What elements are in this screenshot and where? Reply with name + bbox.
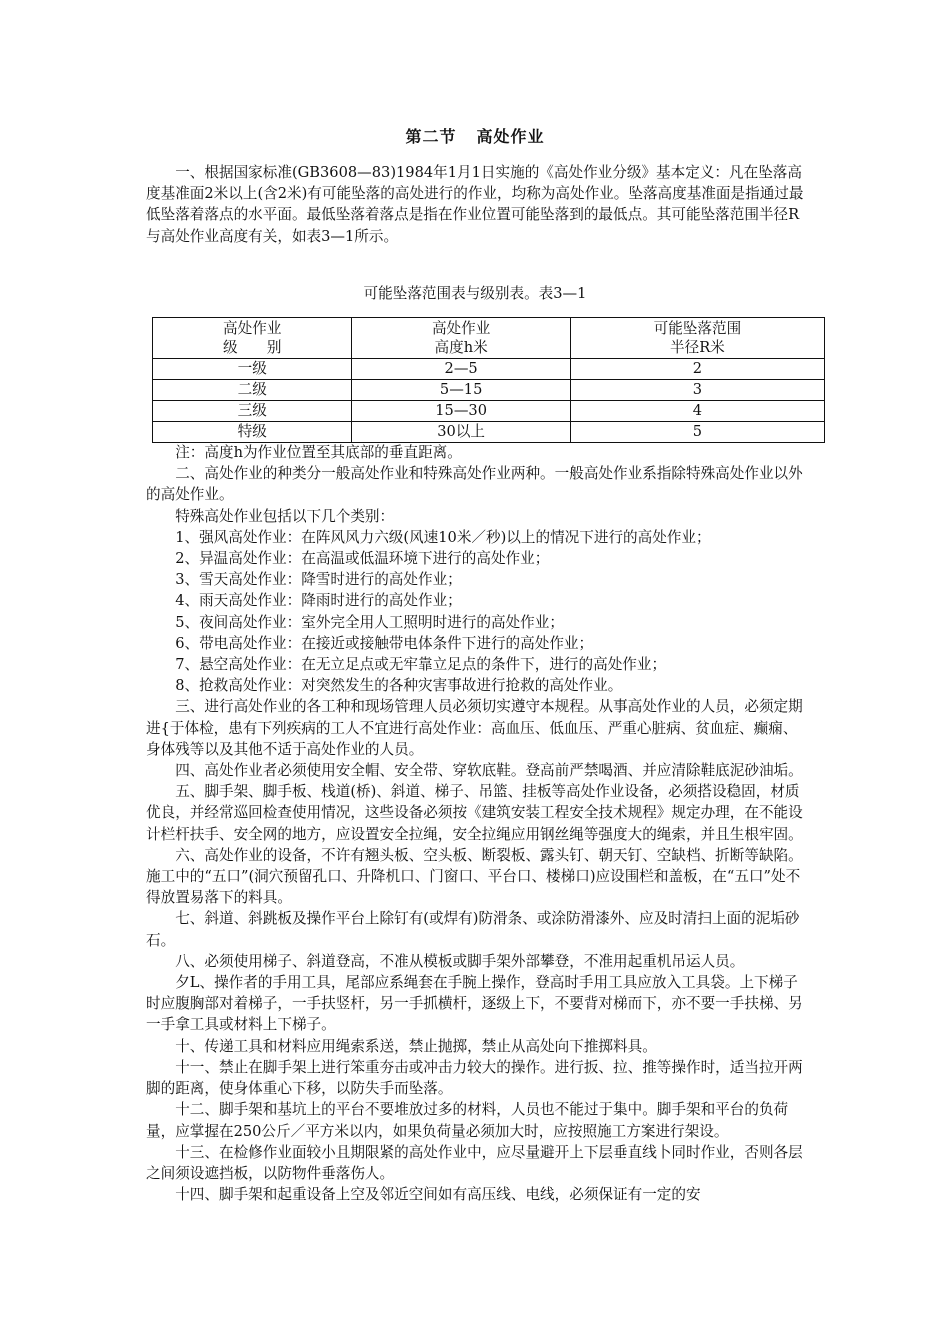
list-item: 4、雨天高处作业：降雨时进行的高处作业； <box>175 592 462 610</box>
height-grade-table <box>152 317 825 443</box>
header-grade: 高处作业 级 别 <box>153 318 352 359</box>
paragraph-10: 十、传递工具和材料应用绳索系送，禁止抛掷，禁止从高处向下推掷料具。 <box>175 1037 657 1055</box>
special-types-intro: 特殊高处作业包括以下几个类别： <box>175 507 395 525</box>
table-cell: 特级 <box>153 422 352 443</box>
table-header-row <box>153 318 825 359</box>
list-item: 1、强风高处作业：在阵风风力六级(风速10米／秒)以上的情况下进行的高处作业； <box>175 528 711 546</box>
list-item: 7、悬空高处作业：在无立足点或无牢靠立足点的条件下，进行的高处作业； <box>175 656 667 674</box>
list-item: 2、异温高处作业：在高温或低温环境下进行的高处作业； <box>175 550 550 568</box>
list-item: 8、抢救高处作业：对突然发生的各种灾害事故进行抢救的高处作业。 <box>175 677 623 695</box>
paragraph-11: 十一、禁止在脚手架上进行笨重夯击或冲击力较大的操作。进行扳、拉、推等操作时，适当拉开两脚的距离，使身体重心下移，以防失手而坠落。 <box>146 1058 803 1098</box>
paragraph-12: 十二、脚手架和基坑上的平台不要堆放过多的材料，人员也不能过于集中。脚手架和平台的负荷量，应掌握在250公斤／平方米以内，如果负荷量必须加大时，应按照施工方案进行架设。 <box>146 1101 789 1140</box>
paragraph-7: 七、斜道、斜跳板及操作平台上除钉有(或焊有)防滑条、或涂防滑漆外、应及时清扫上面的泥垢砂石。 <box>146 910 800 949</box>
table-row <box>153 359 825 380</box>
note-paragraph: 注：高度h为作业位置至其底部的垂直距离。 <box>175 444 462 461</box>
paragraph-4: 四、高处作业者必须使用安全帽、安全带、穿软底鞋。登高前严禁喝酒、并应清除鞋底泥砂油垢。 <box>175 762 803 780</box>
paragraph-5: 五、脚手架、脚手板、栈道(桥)、斜道、梯子、吊篮、挂板等高处作业设备，必须搭设稳固，材质优良，并经常巡回检查使用情况，这些设备必须按《建筑安装工程安全技术规程》规定办理，在不能设计栏杆扶手、安全网的地方，应设置安全拉绳，安全拉绳应用钢丝绳等强度大的绳索，并且生根牢固。 <box>146 783 803 843</box>
section-title <box>0 124 950 147</box>
table-cell: 15—30 <box>352 401 570 422</box>
intro-paragraph: 一、根据国家标准(GB3608—83)1984年1月1日实施的《高处作业分级》基本定义：凡在坠落高度基准面2米以上(含2米)有可能坠落的高处进行的作业，均称为高处作业。坠落高度基准面是指通过最低坠落着落点的水平面。最低坠落着落点是指在作业位置可能坠落到的最低点。其可能坠落范围半径R与高处作业高度有关，如表3—1所示。 <box>146 164 804 245</box>
table-caption: 可能坠落范围表与级别表。表3—1 <box>363 285 587 302</box>
table-cell: 30以上 <box>352 422 570 443</box>
table-cell: 4 <box>570 401 824 422</box>
body-text <box>146 442 806 1205</box>
paragraph-6: 六、高处作业的设备，不许有翘头板、空头板、断裂板、露头钉、朝天钉、空缺档、折断等缺陷。施工中的“五口”(洞穴预留孔口、升降机口、门窗口、平台口、楼梯口)应设围栏和盖板，在“五口”处不得放置易落下的料具。 <box>146 846 803 907</box>
table-cell: 一级 <box>153 359 352 380</box>
list-item: 5、夜间高处作业：室外完全用人工照明时进行的高处作业； <box>175 613 564 631</box>
paragraph-8: 八、必须使用梯子、斜道登高，不准从模板或脚手架外部攀登，不准用起重机吊运人员。 <box>175 952 745 970</box>
header-height: 高处作业 高度h米 <box>352 318 570 359</box>
table-row <box>153 422 825 443</box>
table-cell: 5 <box>570 422 824 443</box>
list-item: 3、雪天高处作业：降雪时进行的高处作业； <box>175 571 462 589</box>
table-cell: 三级 <box>153 401 352 422</box>
list-item: 6、带电高处作业：在接近或接触带电体条件下进行的高处作业； <box>175 634 594 652</box>
paragraph-9: 夕L、操作者的手用工具，尾部应系绳套在手腕上操作，登高时手用工具应放入工具袋。上下梯子时应腹胸部对着梯子，一手扶竖杆，另一手抓横杆，逐级上下，不要背对梯而下，亦不要一手扶梯、另一手拿工具或材料上下梯子。 <box>146 974 803 1034</box>
section-number: 第二节 <box>405 127 457 146</box>
paragraph-3: 三、进行高处作业的各工种和现场管理人员必须切实遵守本规程。从事高处作业的人员，必须定期进{于体检，患有下列疾病的工人不宜进行高处作业：高血压、低血压、严重心脏病、贫血症、癫痫、身体残等以及其他不适于高处作业的人员。 <box>146 698 803 758</box>
paragraph-2: 二、高处作业的种类分一般高处作业和特殊高处作业两种。一般高处作业系指除特殊高处作业以外的高处作业。 <box>146 465 803 504</box>
table-row <box>153 401 825 422</box>
table-cell: 2—5 <box>352 359 570 380</box>
intro-block <box>146 162 806 247</box>
header-radius: 可能坠落范围 半径R米 <box>570 318 824 359</box>
table-cell: 5—15 <box>352 380 570 401</box>
paragraph-13: 十三、在检修作业面较小且期限紧的高处作业中，应尽量避开上下层垂直线卜同时作业，否则各层之间须设遮挡板，以防物件垂落伤人。 <box>146 1143 803 1182</box>
table-row <box>153 380 825 401</box>
table-cell: 3 <box>570 380 824 401</box>
table-cell: 2 <box>570 359 824 380</box>
section-name: 高处作业 <box>476 127 545 146</box>
table-cell: 二级 <box>153 380 352 401</box>
paragraph-14: 十四、脚手架和起重设备上空及邻近空间如有高压线、电线，必须保证有一定的安 <box>175 1186 701 1204</box>
